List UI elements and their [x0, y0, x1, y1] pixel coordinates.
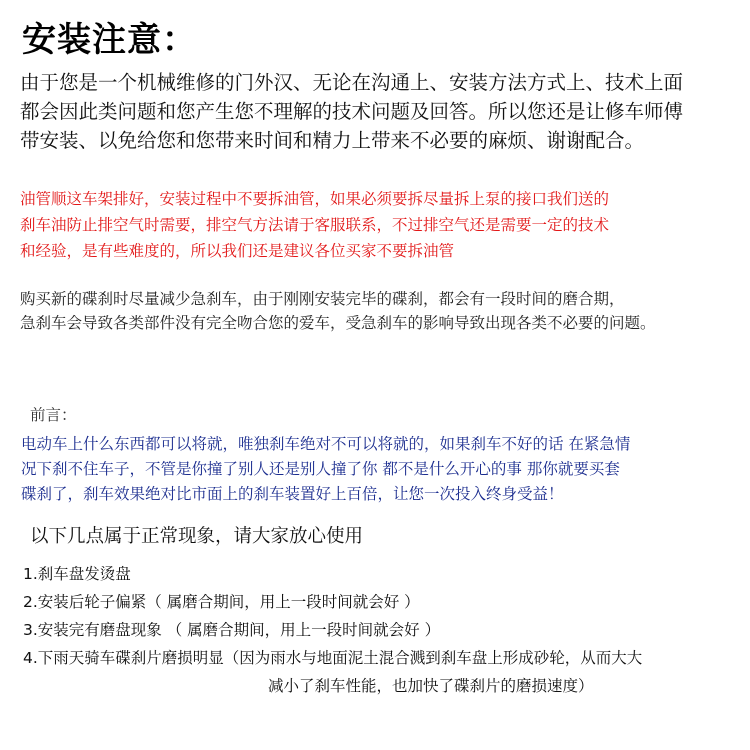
oil-pipe-warning [20, 186, 609, 264]
installation-intro [20, 68, 683, 155]
list-item: 3.安装完有磨盘现象 （ 属磨合期间，用上一段时间就会好 ） [23, 621, 441, 639]
normal-phenomena-list [23, 560, 642, 700]
list-item-continuation: 减小了刹车性能，也加快了碟刹片的磨损速度） [268, 677, 594, 695]
warning-line: 油管顺这车架排好，安装过程中不要拆油管，如果必须要拆尽量拆上泵的接口我们送的 [20, 190, 610, 208]
intro-line: 由于您是一个机械维修的门外汉、无论在沟通上、安装方法方式上、技术上面 [20, 71, 684, 94]
note-line: 急刹车会导致各类部件没有完全吻合您的爱车，受急刹车的影响导致出现各类不必要的问题。 [20, 314, 656, 332]
warning-line: 刹车油防止排空气时需要，排空气方法请于客服联系，不过排空气还是需要一定的技术 [20, 216, 610, 234]
normal-phenomena-heading: 以下几点属于正常现象，请大家放心使用 [30, 526, 364, 547]
list-item: 1.刹车盘发烫盘 [23, 565, 131, 583]
list-item: 4.下雨天骑车碟刹片磨损明显（因为雨水与地面泥土混合溅到刹车盘上形成砂轮，从而大大 [23, 649, 643, 667]
intro-line: 带安装、以免给您和您带来时间和精力上带来不必要的麻烦、谢谢配合。 [20, 129, 645, 152]
preface-line: 况下刹不住车子，不管是你撞了别人还是别人撞了你 都不是什么开心的事 那你就要买套 [21, 460, 620, 478]
break-in-note [20, 287, 656, 335]
preface-line: 电动车上什么东西都可以将就，唯独刹车绝对不可以将就的，如果刹车不好的话 在紧急情 [21, 435, 631, 453]
list-item: 2.安装后轮子偏紧（ 属磨合期间，用上一段时间就会好 ） [23, 593, 420, 611]
preface-line: 碟刹了，刹车效果绝对比市面上的刹车装置好上百倍，让您一次投入终身受益！ [21, 485, 564, 503]
note-line: 购买新的碟刹时尽量减少急刹车，由于刚刚安装完毕的碟刹，都会有一段时间的磨合期， [20, 290, 625, 308]
preface-label: 前言： [30, 406, 77, 424]
warning-line: 和经验，是有些难度的，所以我们还是建议各位买家不要拆油管 [20, 242, 455, 260]
page-title: 安装注意： [22, 20, 197, 60]
intro-line: 都会因此类问题和您产生您不理解的技术问题及回答。所以您还是让修车师傅 [20, 100, 684, 123]
preface-text [21, 432, 630, 507]
